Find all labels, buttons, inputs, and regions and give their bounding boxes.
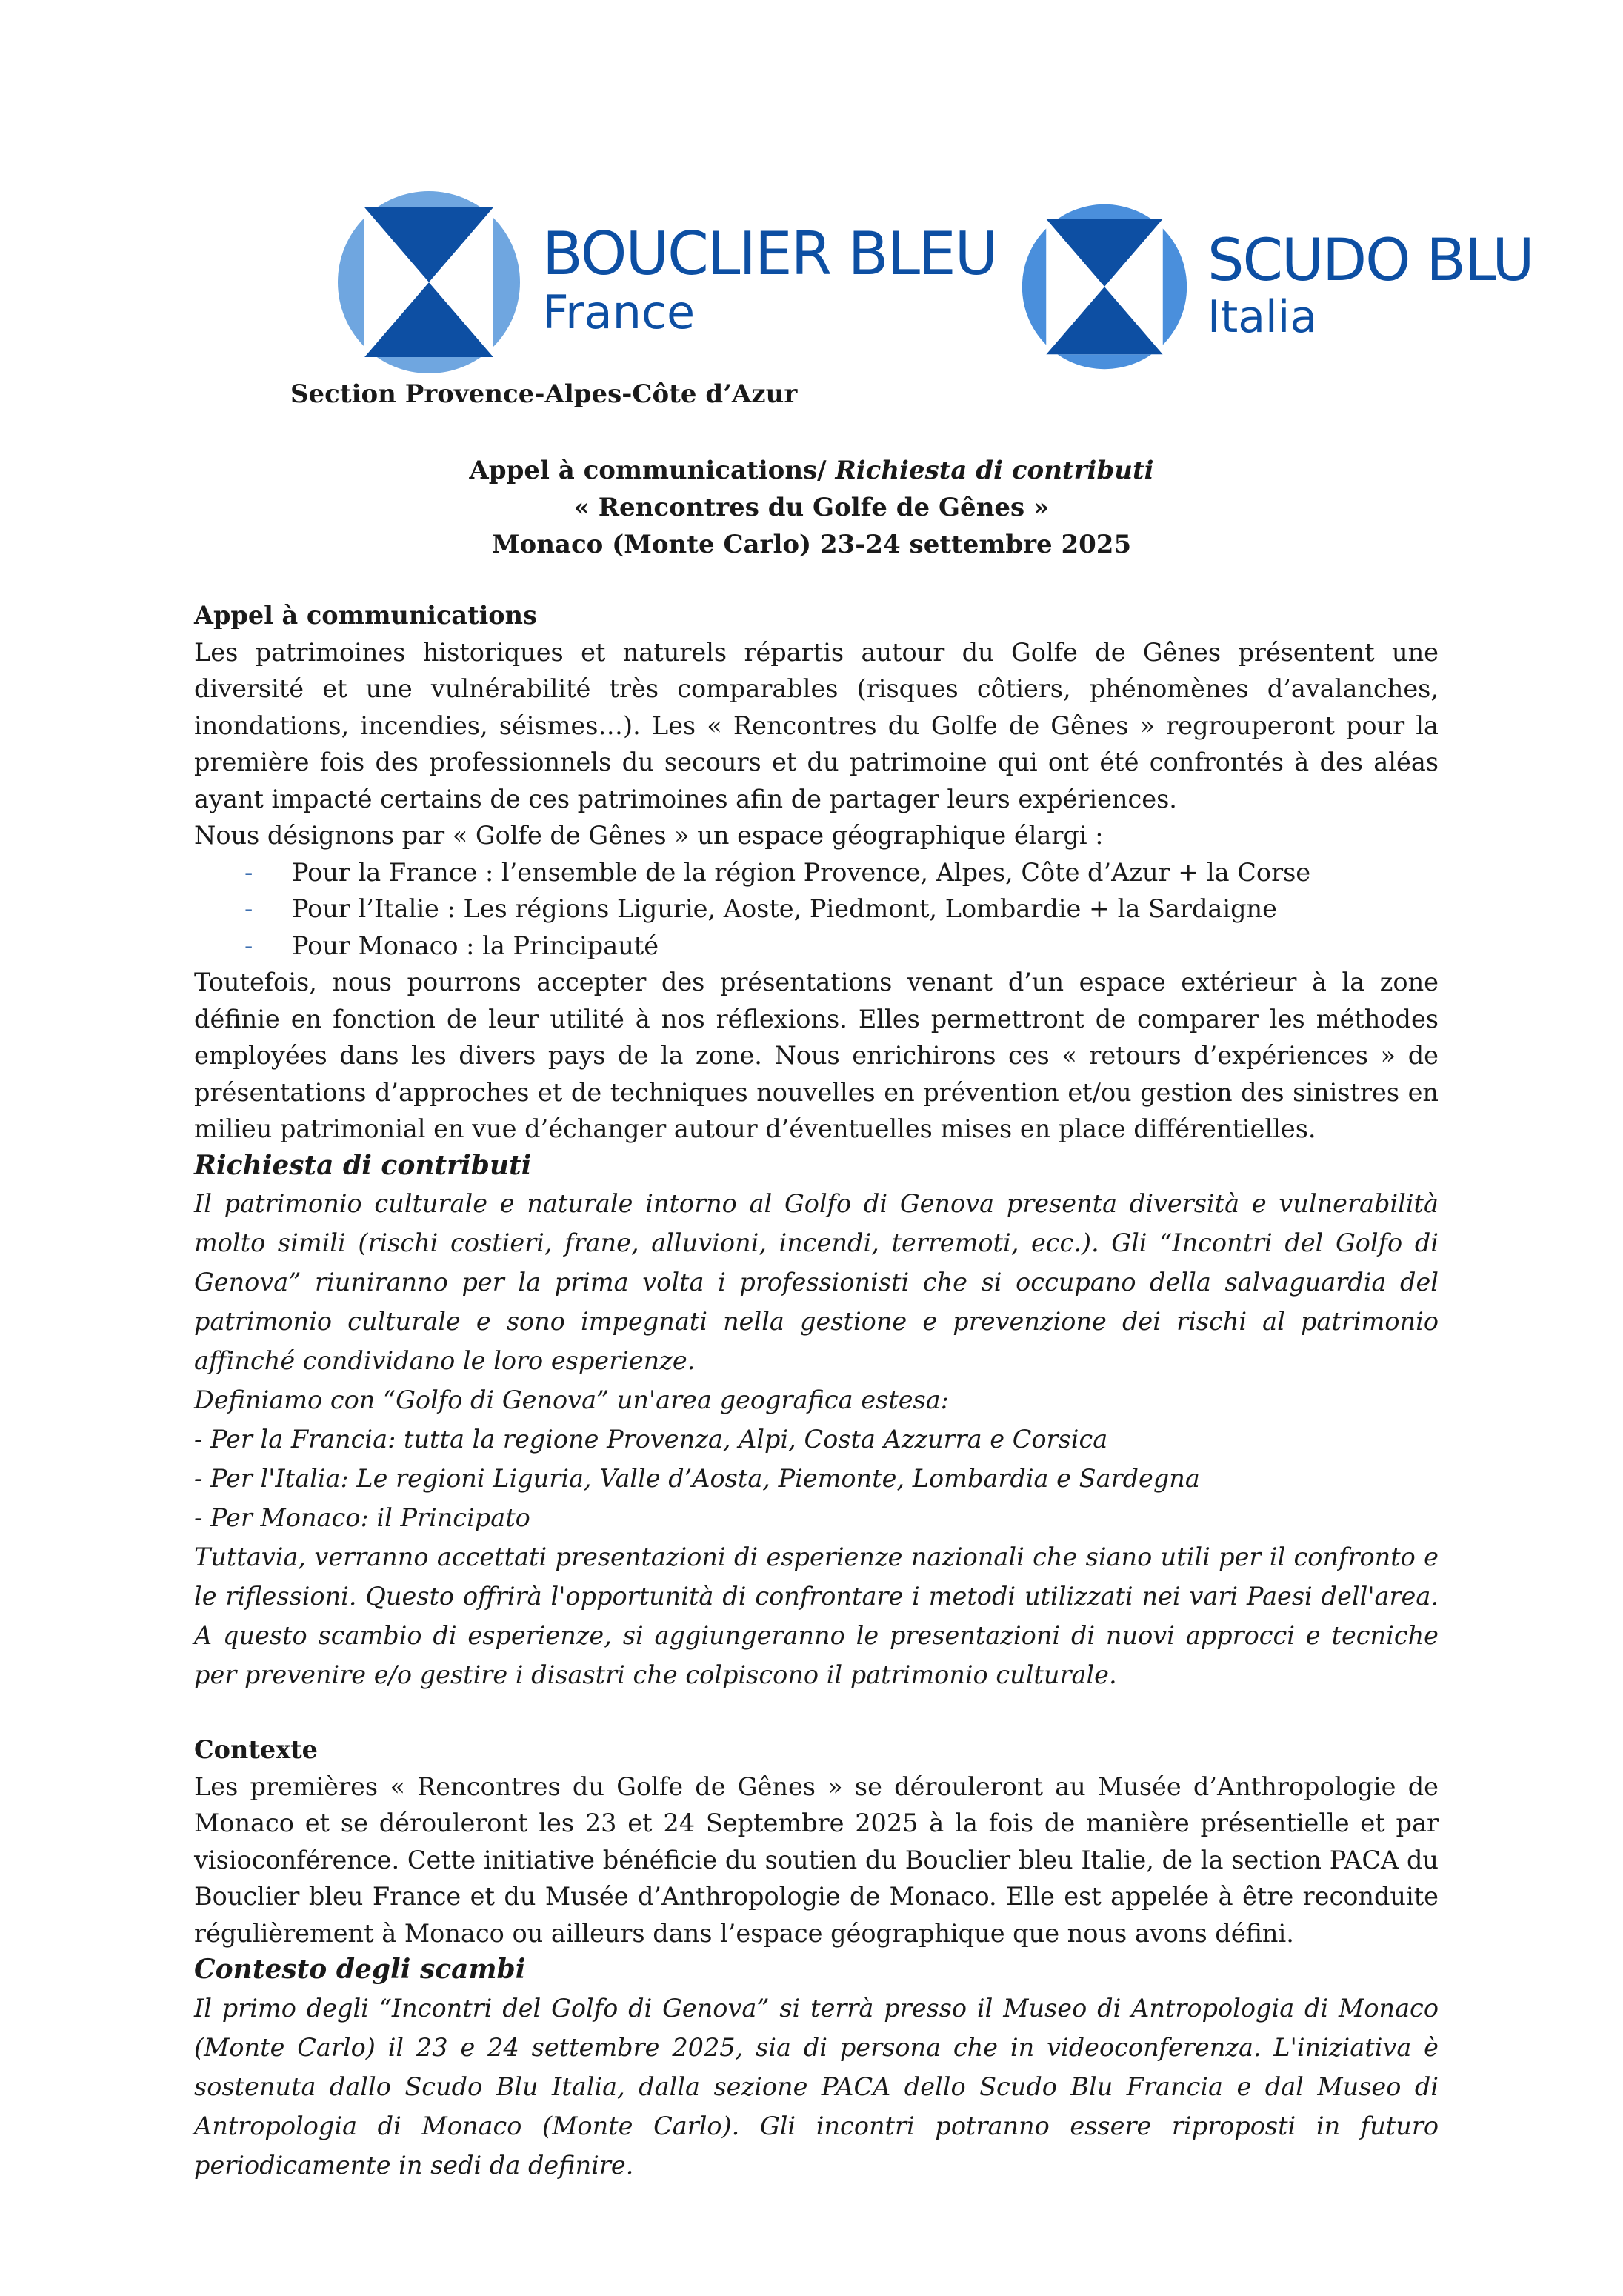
- list-item: [194, 891, 1439, 928]
- list-item: [194, 854, 1439, 891]
- section-label: Section Provence-Alpes-Côte d’Azur: [290, 379, 798, 409]
- document-title: [0, 452, 1623, 563]
- list-item: - Per l'Italia: Le regioni Liguria, Valle d’Aosta, Piemonte, Lombardia e Sardegna: [194, 1464, 1200, 1493]
- heading-richiesta: Richiesta di contributi: [194, 1149, 532, 1181]
- title-fr: Appel à communications/: [469, 456, 827, 485]
- paragraph: Toutefois, nous pourrons accepter des présentations venant d’un espace extérieur à la zone définie en fonction de leur utilité à nos réflexions. Elles permettront de comparer les méthodes employées dans les divers pays de la zone. Nous enrichirons ces « retours d’expériences » de présentations d’approches et de techniques nouvelles en prévention et/ou gestion des sinistres en milieu patrimonial en vue d’échanger autour d’éventuelles mises en place différentielles.: [194, 968, 1439, 1143]
- regions-list: [194, 854, 1439, 965]
- title-line-2: « Rencontres du Golfe de Gênes »: [573, 493, 1050, 522]
- paragraph: Les patrimoines historiques et naturels répartis autour du Golfe de Gênes présentent une diversité et une vulnérabilité très comparables (risques côtiers, phénomènes d’avalanches, inondations, incendies, séismes…). Les « Rencontres du Golfe de Gênes » regrouperont pour la première fois des professionnels du secours et du patrimoine qui ont été confrontés à des aléas ayant impacté certains de ces patrimoines afin de partager leurs expériences.: [194, 637, 1439, 813]
- blue-shield-emblem-icon: [336, 190, 521, 375]
- list-item: - Per Monaco: il Principato: [194, 1503, 530, 1532]
- list-intro: Definiamo con “Golfo di Genova” un'area geografica estesa:: [194, 1385, 949, 1414]
- document-body: [194, 597, 1439, 2185]
- heading-contesto: Contesto degli scambi: [194, 1954, 526, 1985]
- paragraph: Il patrimonio culturale e naturale intorno al Golfo di Genova presenta diversità e vulnerabilità molto simili (rischi costieri, frane, alluvioni, incendi, terremoti, ecc.). Gli “Incontri del Golfo di Genova” riuniranno per la prima volta i professionisti che si occupano della salvaguardia del patrimonio culturale e sono impegnati nella gestione e prevenzione dei rischi al patrimonio affinché condividano le loro esperienze.: [194, 1189, 1439, 1375]
- bouclier-bleu-france-logo: [336, 190, 996, 375]
- scudo-blu-italia-logo: [1021, 203, 1533, 370]
- italian-section: [194, 1989, 1439, 2185]
- paragraph: Les premières « Rencontres du Golfe de Gênes » se dérouleront au Musée d’Anthropologie de Monaco et se dérouleront les 23 et 24 Septembre 2025 à la fois de manière présentielle et par visioconférence. Cette initiative bénéficie du soutien du Bouclier bleu Italie, de la section PACA du Bouclier bleu France et du Musée d’Anthropologie de Monaco. Elle est appelée à être reconduite régulièrement à Monaco ou ailleurs dans l’espace géographique que nous avons défini.: [194, 1771, 1439, 1948]
- list-intro: Nous désignons par « Golfe de Gênes » un espace géographique élargi :: [194, 821, 1104, 850]
- list-item: - Per la Francia: tutta la regione Provenza, Alpi, Costa Azzurra e Corsica: [194, 1425, 1108, 1454]
- paragraph: Tuttavia, verranno accettati presentazioni di esperienze nazionali che siano utili per il confronto e le riflessioni. Questo offrirà l'opportunità di confrontare i metodi utilizzati nei vari Paesi dell'area. A questo scambio di esperienze, si aggiungeranno le presentazioni di nuovi approcci e tecniche per prevenire e/o gestire i disastri che colpiscono il patrimonio culturale.: [194, 1543, 1439, 1689]
- heading-appel: Appel à communications: [194, 601, 537, 630]
- heading-contexte: Contexte: [194, 1735, 318, 1764]
- logo-title: BOUCLIER BLEU: [542, 219, 997, 288]
- logo-subtitle: France: [542, 285, 696, 339]
- list-item: [194, 928, 1439, 965]
- title-line-3: Monaco (Monte Carlo) 23-24 settembre 2025: [491, 530, 1132, 559]
- dash-bullet-icon: -: [244, 857, 253, 887]
- list-item-text: Pour l’Italie : Les régions Ligurie, Aoste, Piedmont, Lombardie + la Sardaigne: [292, 894, 1277, 923]
- dash-bullet-icon: -: [244, 894, 253, 923]
- logo-title: SCUDO BLU: [1207, 227, 1533, 294]
- title-line-1: [0, 452, 1623, 489]
- list-item-text: Pour Monaco : la Principauté: [292, 931, 659, 960]
- logo-subtitle: Italia: [1207, 291, 1318, 343]
- title-it: Richiesta di contributi: [826, 456, 1154, 485]
- paragraph: Il primo degli “Incontri del Golfo di Genova” si terrà presso il Museo di Antropologia di Monaco (Monte Carlo) il 23 e 24 settembre 2025, sia di persona che in videoconferenza. L'iniziativa è sostenuta dallo Scudo Blu Italia, dalla sezione PACA dello Scudo Blu Francia e dal Museo di Antropologia di Monaco (Monte Carlo). Gli incontri potranno essere riproposti in futuro periodicamente in sedi da definire.: [194, 1993, 1439, 2180]
- italian-section: [194, 1184, 1439, 1694]
- dash-bullet-icon: -: [244, 931, 253, 960]
- list-item-text: Pour la France : l’ensemble de la région Provence, Alpes, Côte d’Azur + la Corse: [292, 857, 1311, 887]
- blue-shield-emblem-icon: [1021, 203, 1188, 370]
